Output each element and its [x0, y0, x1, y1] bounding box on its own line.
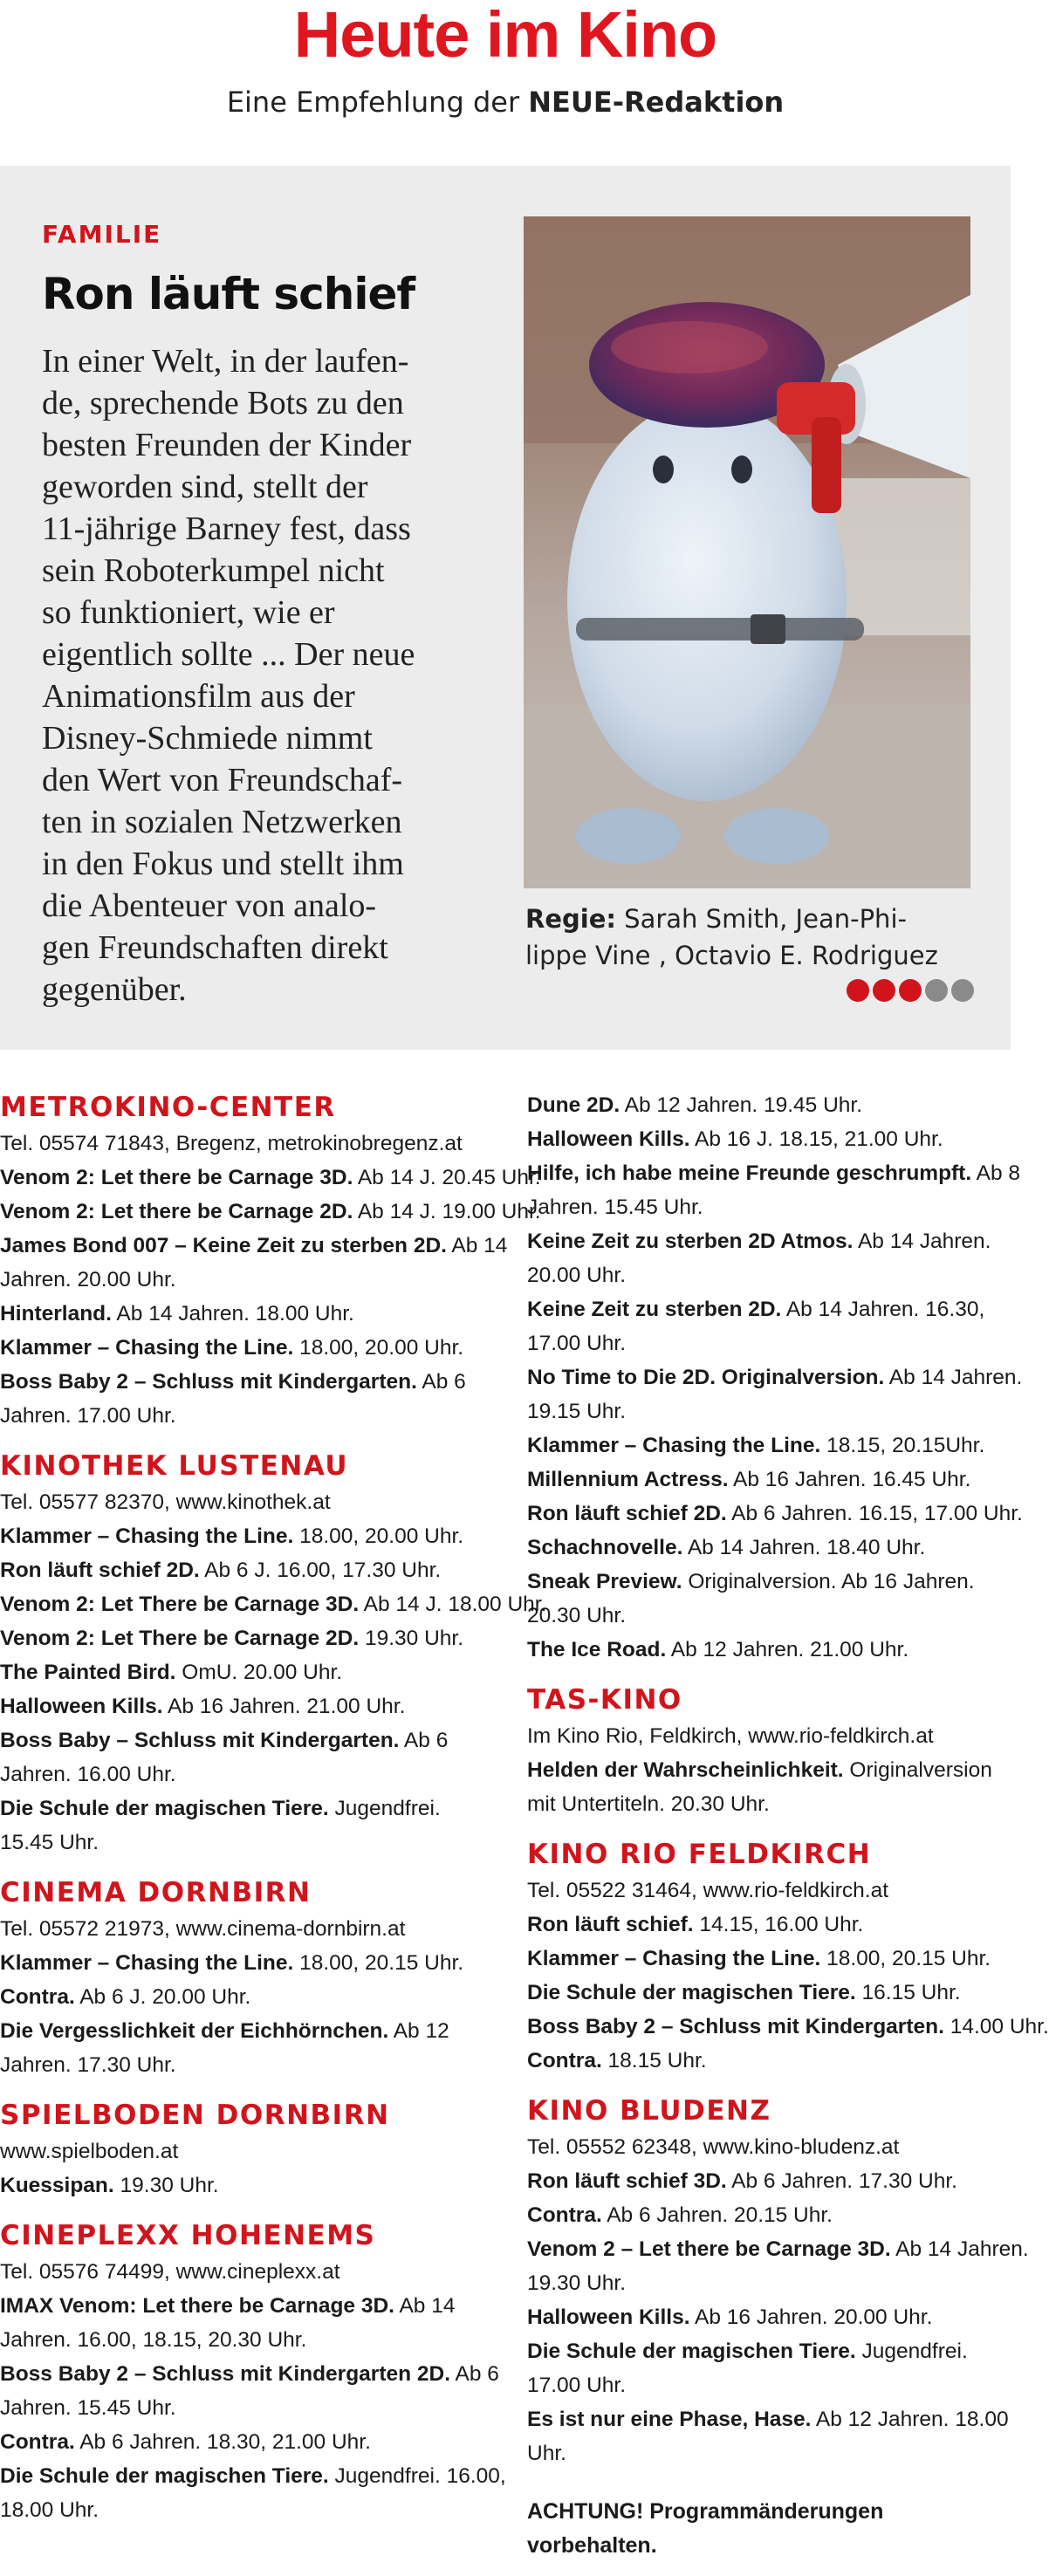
listing-line [0, 1485, 502, 1519]
movie-title: Klammer – Chasing the Line. [0, 1336, 294, 1360]
listing-line [0, 2357, 502, 2391]
listing-line [527, 1224, 1016, 1258]
listing-details: Tel. 05572 21973, www.cinema-dornbirn.at [0, 1917, 406, 1941]
cinema-name: KINO RIO FELDKIRCH [527, 1839, 872, 1870]
listing-details: Jahren. 16.00, 18.15, 20.30 Uhr. [0, 2328, 307, 2352]
listing-details: Jugendfrei. 16.00, [328, 2464, 506, 2488]
listing-details: Ab 12 Jahren. 21.00 Uhr. [666, 1638, 909, 1661]
listing-line [0, 1195, 541, 1229]
feature-body-line: ten in sozialen Netzwerken [42, 804, 402, 840]
listing-line [527, 1942, 1016, 1976]
cinema-name: SPIELBODEN DORNBIRN [0, 2100, 390, 2131]
feature-body [42, 340, 496, 1011]
listing-line [527, 2198, 1016, 2232]
listing-details: 17.00 Uhr. [527, 2374, 627, 2397]
listing-line [527, 1719, 1016, 1753]
cinema-block [0, 2096, 502, 2203]
listing-details: 19.30 Uhr. [527, 2271, 627, 2295]
listing-line [0, 2459, 506, 2493]
movie-title: Kuessipan. [0, 2174, 114, 2197]
listing-line [527, 1787, 1016, 1821]
listing-details: Tel. 05577 82370, www.kinothek.at [0, 1490, 331, 1514]
listing-details: 19.15 Uhr. [527, 1400, 627, 1423]
listing-line [527, 2300, 1016, 2334]
listing-details: 14.00 Uhr. [943, 2015, 1049, 2038]
listing-details: Ab 6 Jahren. 20.15 Uhr. [601, 2203, 833, 2227]
rating-dot-empty [925, 979, 948, 1002]
feature-director [525, 901, 979, 974]
listing-details: Ab 6 J. 16.00, 17.30 Uhr. [199, 1559, 442, 1582]
feature-kicker: FAMILIE [42, 220, 162, 249]
feature-body-line: so funktioniert, wie er [42, 594, 335, 631]
robot-with-megaphone-image [524, 216, 970, 888]
movie-title: Klammer – Chasing the Line. [0, 1951, 294, 1975]
listing-details: Ab 14 Jahren. 18.00 Uhr. [111, 1302, 354, 1326]
feature-body-line: in den Fokus und stellt ihm [42, 846, 404, 882]
movie-title: The Painted Bird. [0, 1661, 176, 1684]
movie-title: Halloween Kills. [527, 1127, 690, 1151]
listing-line [0, 2289, 502, 2323]
listing-line [527, 1190, 1016, 1224]
movie-title: Keine Zeit zu sterben 2D. [527, 1298, 782, 1321]
listing-line [0, 1399, 502, 1433]
cinema-name: KINOTHEK LUSTENAU [0, 1450, 349, 1482]
feature-title: Ron läuft schief [42, 269, 415, 319]
listing-line [0, 2255, 502, 2289]
listing-line [527, 1633, 1016, 1667]
listing-line [527, 1976, 1016, 2010]
movie-title: The Ice Road. [527, 1638, 667, 1661]
feature-body-line: In einer Welt, in der laufen- [42, 343, 409, 380]
rating-dots [847, 979, 974, 1002]
listing-line [527, 2164, 1016, 2198]
listing-details: Jahren. 20.00 Uhr. [0, 1268, 176, 1291]
listing-line [0, 1263, 502, 1297]
listing-details: Ab 16 J. 18.15, 21.00 Uhr. [689, 1127, 943, 1151]
feature-body-line: sein Roboterkumpel nicht [42, 552, 385, 589]
listing-line [527, 1908, 1016, 1942]
movie-title: Ron läuft schief. [527, 1913, 694, 1936]
listing-line [0, 1519, 502, 1553]
listing-line [527, 2010, 1049, 2044]
listing-details: 20.30 Uhr. [527, 1604, 627, 1627]
cinema-name: TAS-KINO [527, 1684, 682, 1716]
listing-line [527, 2436, 1016, 2470]
listing-details: Jahren. 15.45 Uhr. [527, 1196, 703, 1219]
rating-dot-filled [847, 979, 869, 1002]
listing-details: www.spielboden.at [0, 2140, 179, 2163]
listing-line [527, 2266, 1016, 2300]
listing-line [527, 2368, 1016, 2402]
movie-title: Contra. [527, 2203, 602, 2227]
listing-details: 17.00 Uhr. [527, 1332, 627, 1355]
movie-title: Boss Baby 2 – Schluss mit Kindergarten. [0, 1370, 417, 1394]
movie-title: Ron läuft schief 3D. [527, 2169, 727, 2193]
listing-details: 18.00 Uhr. [0, 2498, 99, 2522]
listing-line [0, 1946, 502, 1980]
movie-title: Venom 2: Let There be Carnage 3D. [0, 1593, 360, 1616]
movie-title: Klammer – Chasing the Line. [0, 1524, 294, 1548]
feature-body-line: besten Freunden der Kinder [42, 427, 412, 463]
listing-details: Ab 14 Jahren. [853, 1230, 991, 1253]
listing-details: Ab 6 [416, 1370, 466, 1394]
listing-details: Ab 12 [388, 2019, 449, 2043]
listing-details: 18.15, 20.15Uhr. [820, 1434, 985, 1457]
movie-title: Die Schule der magischen Tiere. [527, 2340, 856, 2363]
movie-title: Sneak Preview. [527, 1570, 682, 1593]
rating-dot-empty [951, 979, 974, 1002]
movie-title: Die Schule der magischen Tiere. [0, 1797, 329, 1820]
listing-line [0, 1365, 502, 1399]
listings-left-column [0, 1088, 547, 2541]
listing-details: Originalversion. Ab 16 Jahren. [682, 1570, 975, 1593]
movie-title: Boss Baby – Schluss mit Kindergarten. [0, 1729, 400, 1752]
listing-line [0, 2168, 502, 2203]
listing-line [0, 1297, 502, 1331]
listing-line [527, 1874, 1016, 1908]
listing-line [0, 2493, 502, 2527]
listing-line [527, 1360, 1023, 1394]
movie-title: Klammer – Chasing the Line. [527, 1947, 821, 1970]
listing-line [527, 1258, 1016, 1292]
listing-details: Jahren. 17.00 Uhr. [0, 1404, 176, 1428]
listing-line [527, 1599, 1016, 1633]
feature-body-line: Animationsfilm aus der [42, 678, 355, 715]
listing-details: 18.00, 20.00 Uhr. [293, 1524, 464, 1548]
listing-details: Ab 14 Jahren. 16.30, [781, 1298, 985, 1321]
rating-dot-filled [873, 979, 895, 1002]
listing-line [527, 1463, 1016, 1497]
listing-details: 18.00, 20.15 Uhr. [293, 1951, 464, 1975]
cinema-name: METROKINO-CENTER [0, 1092, 336, 1123]
program-notice: ACHTUNG! Programmänderungen vorbehalten. [527, 2499, 884, 2558]
listing-details: Ab 16 Jahren. 16.45 Uhr. [728, 1468, 971, 1491]
listing-details: Tel. 05552 62348, www.kino-bludenz.at [527, 2135, 900, 2159]
director-line-1 [525, 901, 979, 937]
listing-details: Jahren. 17.30 Uhr. [0, 2053, 176, 2077]
movie-title: IMAX Venom: Let there be Carnage 3D. [0, 2294, 394, 2318]
cinema-block [0, 1447, 547, 1860]
movie-title: Ron läuft schief 2D. [527, 1502, 727, 1525]
listing-details: Jahren. 15.45 Uhr. [0, 2396, 176, 2420]
listing-details: 14.15, 16.00 Uhr. [693, 1913, 864, 1936]
movie-title: Contra. [527, 2049, 602, 2072]
listing-details: 18.15 Uhr. [601, 2049, 707, 2072]
rating-dot-filled [899, 979, 922, 1002]
listing-details: Ab 14 [394, 2294, 456, 2318]
movie-title: James Bond 007 – Keine Zeit zu sterben 2D. [0, 1234, 447, 1257]
listing-line [0, 1127, 502, 1161]
cinema-block [0, 1088, 541, 1433]
listing-details: Tel. 05574 71843, Bregenz, metrokinobregenz.at [0, 1132, 463, 1155]
movie-title: Hilfe, ich habe meine Freunde geschrumpft. [527, 1161, 972, 1185]
feature-body-line: Disney-Schmiede nimmt [42, 720, 373, 757]
listing-line [527, 2130, 1016, 2164]
listing-details: Ab 14 J. 20.45 Uhr. [353, 1166, 541, 1189]
listing-line [527, 1326, 1016, 1360]
listing-details: Tel. 05522 31464, www.rio-feldkirch.at [527, 1879, 888, 1902]
movie-title: Halloween Kills. [527, 2305, 690, 2329]
listing-details: Jahren. 16.00 Uhr. [0, 1763, 176, 1786]
feature-body-line: geworden sind, stellt der [42, 469, 368, 505]
page-header [0, 0, 1011, 166]
listing-details: Ab 6 Jahren. 16.15, 17.00 Uhr. [726, 1502, 1023, 1525]
listing-details: 15.45 Uhr. [0, 1831, 99, 1854]
feature-body-line: eigentlich sollte ... Der neue [42, 636, 415, 673]
movie-title: Klammer – Chasing the Line. [527, 1434, 821, 1457]
listing-details: Ab 12 Jahren. 18.00 [811, 2408, 1009, 2431]
movie-title: Halloween Kills. [0, 1695, 163, 1718]
listing-details: Ab 14 Jahren. [884, 1366, 1023, 1389]
listing-line [0, 1655, 502, 1689]
listing-line [527, 2232, 1029, 2266]
feature-body-line: de, sprechende Bots zu den [42, 385, 404, 421]
listing-details: Im Kino Rio, Feldkirch, www.rio-feldkirch.at [527, 1724, 934, 1748]
movie-title: Venom 2 – Let there be Carnage 3D. [527, 2237, 891, 2261]
listing-details: Ab 6 [399, 1729, 449, 1752]
cinema-block [527, 1681, 1016, 1821]
listing-line [527, 1753, 1016, 1787]
listing-details: OmU. 20.00 Uhr. [175, 1661, 343, 1684]
listing-details: Ab 14 J. 18.00 Uhr. [359, 1593, 547, 1616]
listing-details: 19.30 Uhr. [113, 2174, 219, 2197]
listing-line [0, 1792, 502, 1826]
listing-line [0, 2014, 502, 2048]
movie-title: Ron läuft schief 2D. [0, 1559, 200, 1582]
listing-line [527, 1394, 1016, 1428]
cinema-name: KINO BLUDENZ [527, 2095, 771, 2127]
movie-title: Hinterland. [0, 1302, 112, 1326]
listing-line [0, 1331, 502, 1365]
movie-title: Die Schule der magischen Tiere. [527, 1981, 856, 2004]
feature-body-line: gegenüber. [42, 971, 187, 1008]
listing-line [527, 1428, 1016, 1463]
movie-title: Venom 2: Let There be Carnage 2D. [0, 1627, 360, 1650]
listing-line [527, 2334, 1016, 2368]
listing-line [0, 2323, 502, 2357]
listing-details: Ab 6 Jahren. 18.30, 21.00 Uhr. [74, 2430, 371, 2454]
movie-title: Dune 2D. [527, 1093, 620, 1117]
movie-title: Contra. [0, 1985, 75, 2009]
listing-line [527, 1122, 1016, 1156]
listing-details: 20.00 Uhr. [527, 1264, 627, 1287]
listing-details: Uhr. [527, 2442, 566, 2465]
director-names-1: Sarah Smith, Jean-Phi- [615, 904, 907, 934]
movie-title: Keine Zeit zu sterben 2D Atmos. [527, 1230, 854, 1253]
listing-details: 16.15 Uhr. [855, 1981, 961, 2004]
listing-line [0, 2048, 502, 2082]
listings-right-column [527, 1088, 1049, 2563]
movie-title: Contra. [0, 2430, 75, 2454]
listing-line [527, 1531, 1016, 1565]
subtitle-prefix: Eine Empfehlung der [226, 86, 529, 119]
movie-title: Boss Baby 2 – Schluss mit Kindergarten. [527, 2015, 944, 2038]
listing-details: Ab 8 [971, 1161, 1021, 1185]
listing-details: Tel. 05576 74499, www.cineplexx.at [0, 2260, 340, 2284]
cinema-block [527, 1088, 1023, 1667]
listing-line [0, 2134, 502, 2168]
movie-title: Helden der Wahrscheinlichkeit. [527, 1758, 844, 1782]
page-subtitle [0, 86, 1011, 119]
listing-line [527, 1292, 1016, 1326]
listing-line [0, 1757, 502, 1792]
feature-body-line: gen Freundschaften direkt [42, 929, 388, 966]
listing-line [527, 1565, 1016, 1599]
listing-details: Ab 16 Jahren. 21.00 Uhr. [162, 1695, 406, 1718]
movie-title: Schachnovelle. [527, 1536, 683, 1559]
listing-line [0, 2391, 502, 2425]
listing-details: mit Untertiteln. 20.30 Uhr. [527, 1792, 770, 1816]
listing-details: Ab 6 Jahren. 17.30 Uhr. [726, 2169, 957, 2193]
feature-body-line: die Abenteuer von analo- [42, 887, 377, 924]
listing-line [0, 1553, 502, 1587]
listing-line [527, 2402, 1016, 2436]
listing-line [0, 1912, 502, 1946]
listing-details: Ab 14 J. 19.00 Uhr. [353, 1200, 541, 1223]
listing-details: Ab 14 Jahren. [890, 2237, 1029, 2261]
listing-line [0, 2425, 502, 2459]
movie-title: Die Vergesslichkeit der Eichhörnchen. [0, 2019, 389, 2043]
feature-body-line: den Wert von Freundschaf- [42, 762, 403, 798]
listing-line [527, 2044, 1016, 2078]
listing-line [527, 1088, 1016, 1122]
listing-line [0, 1723, 502, 1757]
movie-title: Boss Baby 2 – Schluss mit Kindergarten 2D. [0, 2362, 451, 2386]
cinema-block [527, 2092, 1029, 2470]
listing-details: 19.30 Uhr. [359, 1627, 464, 1650]
page-title: Heute im Kino [293, 0, 717, 71]
listing-line [0, 1826, 502, 1860]
listing-details: Ab 6 J. 20.00 Uhr. [74, 1985, 251, 2009]
cinema-block [0, 2216, 506, 2527]
movie-title: Venom 2: Let there be Carnage 2D. [0, 1200, 353, 1223]
director-line-2: lippe Vine , Octavio E. Rodriguez [525, 941, 938, 970]
listing-line [0, 1587, 547, 1621]
director-label: Regie: [525, 904, 616, 934]
feature-body-line: 11-jährige Barney fest, dass [42, 510, 411, 547]
listing-line [0, 1621, 502, 1655]
feature-box [0, 166, 1011, 1050]
listing-details: 18.00, 20.00 Uhr. [293, 1336, 464, 1360]
listing-line [0, 1689, 502, 1723]
cinema-name: CINEMA DORNBIRN [0, 1877, 312, 1908]
listing-details: Jugendfrei. [328, 1797, 441, 1820]
movie-title: Millennium Actress. [527, 1468, 729, 1491]
listing-details: Ab 14 [446, 1234, 508, 1257]
listing-details: Ab 16 Jahren. 20.00 Uhr. [689, 2305, 933, 2329]
subtitle-brand: NEUE-Redaktion [528, 86, 785, 119]
listing-line [0, 1229, 508, 1263]
listing-details: Originalversion [843, 1758, 992, 1782]
cinema-name: CINEPLEXX HOHENEMS [0, 2220, 376, 2251]
listing-line [0, 1161, 541, 1195]
cinema-block [527, 1835, 1049, 2078]
listing-details: Jugendfrei. [855, 2340, 968, 2363]
listing-details: Ab 14 Jahren. 18.40 Uhr. [682, 1536, 926, 1559]
listing-line [0, 1980, 502, 2014]
listing-details: 18.00, 20.15 Uhr. [820, 1947, 991, 1970]
movie-title: No Time to Die 2D. Originalversion. [527, 1366, 885, 1389]
movie-title: Venom 2: Let there be Carnage 3D. [0, 1166, 353, 1189]
listing-line [527, 1497, 1023, 1531]
movie-title: Es ist nur eine Phase, Hase. [527, 2408, 812, 2431]
listing-line [527, 1156, 1021, 1190]
movie-title: Die Schule der magischen Tiere. [0, 2464, 329, 2488]
cinema-block [0, 1874, 502, 2082]
listing-details: Ab 6 [450, 2362, 499, 2386]
listing-details: Ab 12 Jahren. 19.45 Uhr. [620, 1093, 863, 1117]
